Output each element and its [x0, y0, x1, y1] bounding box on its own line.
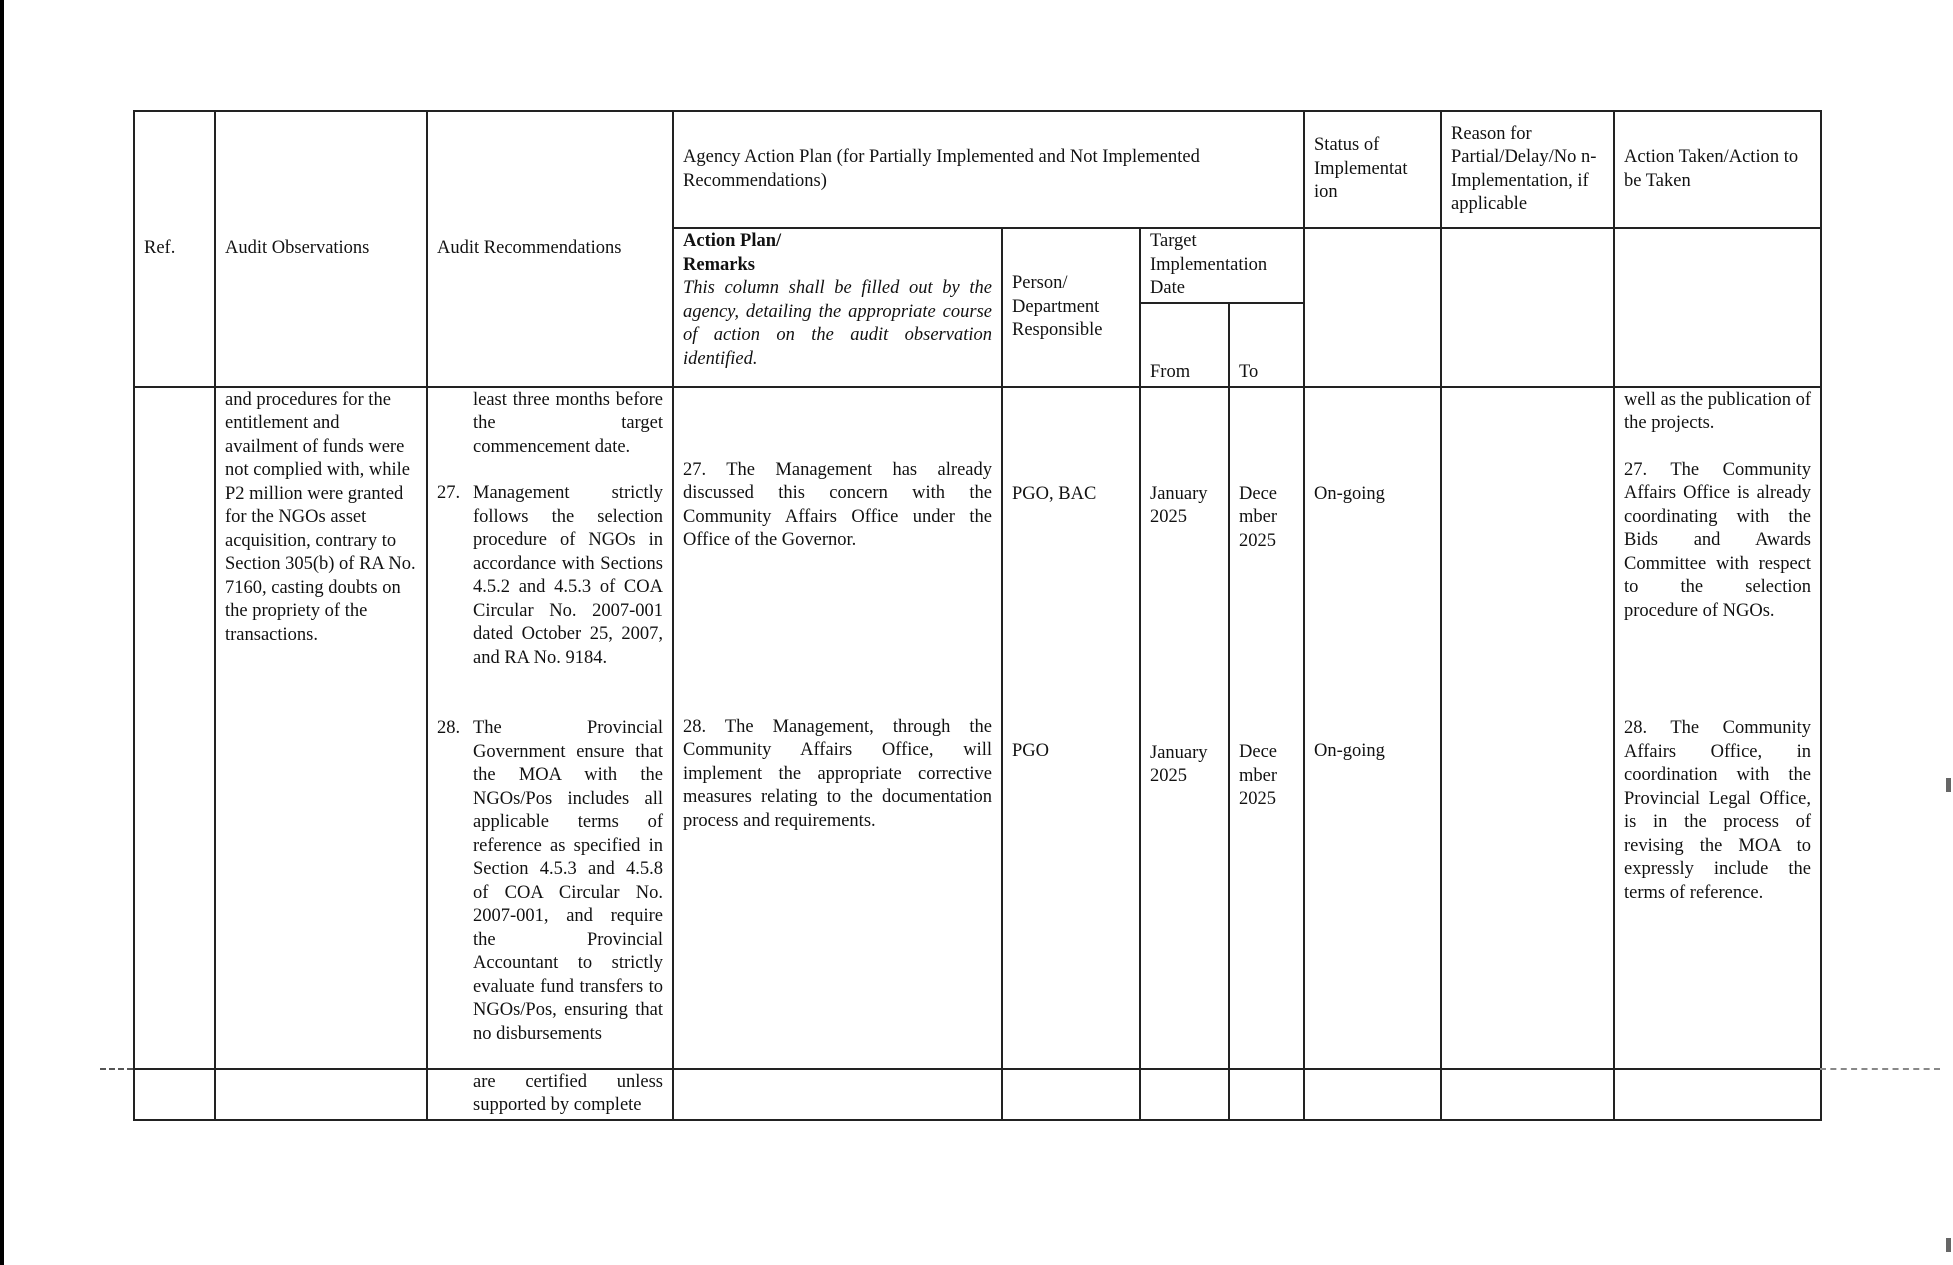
cont-reason [1441, 1069, 1614, 1120]
action-27: 27. The Community Affairs Office is already coordinating with the Bids and Awards Committee with respect to the selection procedure of NGOs. [1624, 459, 1812, 621]
table-row-continued [134, 1069, 1821, 1120]
cont-ref [134, 1069, 215, 1120]
rec-continued: least three months before the target commencement date. [473, 389, 663, 457]
to-27: Dece mber 2025 [1239, 483, 1278, 551]
rec-27-text: Management strictly follows the selection procedure of NGOs in accordance with Sections 4.5.2 and 4.5.3 of COA Circular No. 2007-001 dated October 25, 2007, and RA No. 9184. [473, 483, 663, 668]
action-continued: well as the publication of the projects. [1624, 389, 1812, 433]
rec-28 [437, 717, 663, 1046]
header-action-blank [1614, 228, 1821, 387]
cont-from [1140, 1069, 1229, 1120]
header-reason: Reason for Partial/Delay/No n-Implementation, if applicable [1441, 111, 1614, 228]
page-edge [0, 0, 4, 1265]
margin-mark [1946, 1238, 1951, 1252]
cell-observation: and procedures for the entitlement and availment of funds were not complied with, while P2 million were granted for the NGOs asset acquisition, contrary to Section 305(b) of RA No. 7160, casting doubts on the propriety of the transactions. [215, 387, 427, 1069]
header-ref: Ref. [134, 111, 215, 387]
from-28: January 2025 [1150, 742, 1208, 786]
table-row [134, 387, 1821, 1069]
to-28: Dece mber 2025 [1239, 742, 1278, 809]
cell-recommendations [427, 387, 673, 1069]
action-28: 28. The Community Affairs Office, in coordination with the Provincial Legal Office, is in the process of revising the MOA to expressly include the terms of reference. [1624, 718, 1812, 903]
header-status-blank [1304, 228, 1441, 387]
rec-28-continued: are certified unless supported by complete [473, 1071, 663, 1115]
header-from: From [1140, 303, 1229, 387]
cell-action-plan [673, 387, 1002, 1069]
cell-from [1140, 387, 1229, 1069]
cell-status [1304, 387, 1441, 1069]
header-action-taken: Action Taken/Action to be Taken [1614, 111, 1821, 228]
header-reason-blank [1441, 228, 1614, 387]
margin-mark [1946, 778, 1951, 792]
cell-action-taken [1614, 387, 1821, 1069]
audit-action-plan-table [133, 110, 1822, 1121]
rec-27-num: 27. [437, 483, 461, 503]
plan-27: 27. The Management has already discussed this concern with the Community Affairs Office under the Office of the Governor. [683, 459, 992, 550]
cell-reason [1441, 387, 1614, 1069]
header-audit-observations: Audit Observations [215, 111, 427, 387]
page-break-line-right [1820, 1068, 1940, 1070]
cell-ref [134, 387, 215, 1069]
header-target-date: Target Implementation Date [1140, 228, 1304, 303]
cont-observation [215, 1069, 427, 1120]
header-agency-action-plan: Agency Action Plan (for Partially Implemented and Not Implemented Recommendations) [673, 111, 1304, 228]
cell-to [1229, 387, 1304, 1069]
cont-action [1614, 1069, 1821, 1120]
action-plan-remarks: Remarks [683, 254, 755, 275]
action-plan-note: This column shall be filled out by the agency, detailing the appropriate course of action on the audit observation identified. [683, 278, 992, 369]
header-to: To [1229, 303, 1304, 387]
cell-person [1002, 387, 1140, 1069]
rec-28-text: The Provincial Government ensure that the MOA with the NGOs/Pos includes all applicable terms of reference as specified in Section 4.5.3 and 4.5.8 of COA Circular No. 2007-001, and require the Provincial Accountant to strictly evaluate fund transfers to NGOs/Pos, ensuring that no disbursements [473, 718, 663, 1044]
status-28: On-going [1314, 741, 1385, 761]
header-person-responsible: Person/ Department Responsible [1002, 228, 1140, 387]
cont-person [1002, 1069, 1140, 1120]
action-plan-title: Action Plan/ [683, 231, 782, 251]
page-break-line-left [100, 1068, 133, 1070]
cont-status [1304, 1069, 1441, 1120]
plan-28: 28. The Management, through the Community Affairs Office, will implement the appropriate corrective measures relating to the documentation process and requirements. [683, 716, 992, 831]
header-action-plan [673, 228, 1002, 387]
cont-recommendation [427, 1069, 673, 1120]
header-audit-recommendations: Audit Recommendations [427, 111, 673, 387]
header-status: Status of Implementat ion [1304, 111, 1441, 228]
status-27: On-going [1314, 483, 1385, 504]
person-27: PGO, BAC [1012, 483, 1097, 504]
cont-to [1229, 1069, 1304, 1120]
rec-27 [437, 482, 663, 670]
person-28: PGO [1012, 741, 1050, 761]
from-27: January 2025 [1150, 483, 1208, 527]
rec-28-num: 28. [437, 718, 461, 738]
cont-plan [673, 1069, 1002, 1120]
